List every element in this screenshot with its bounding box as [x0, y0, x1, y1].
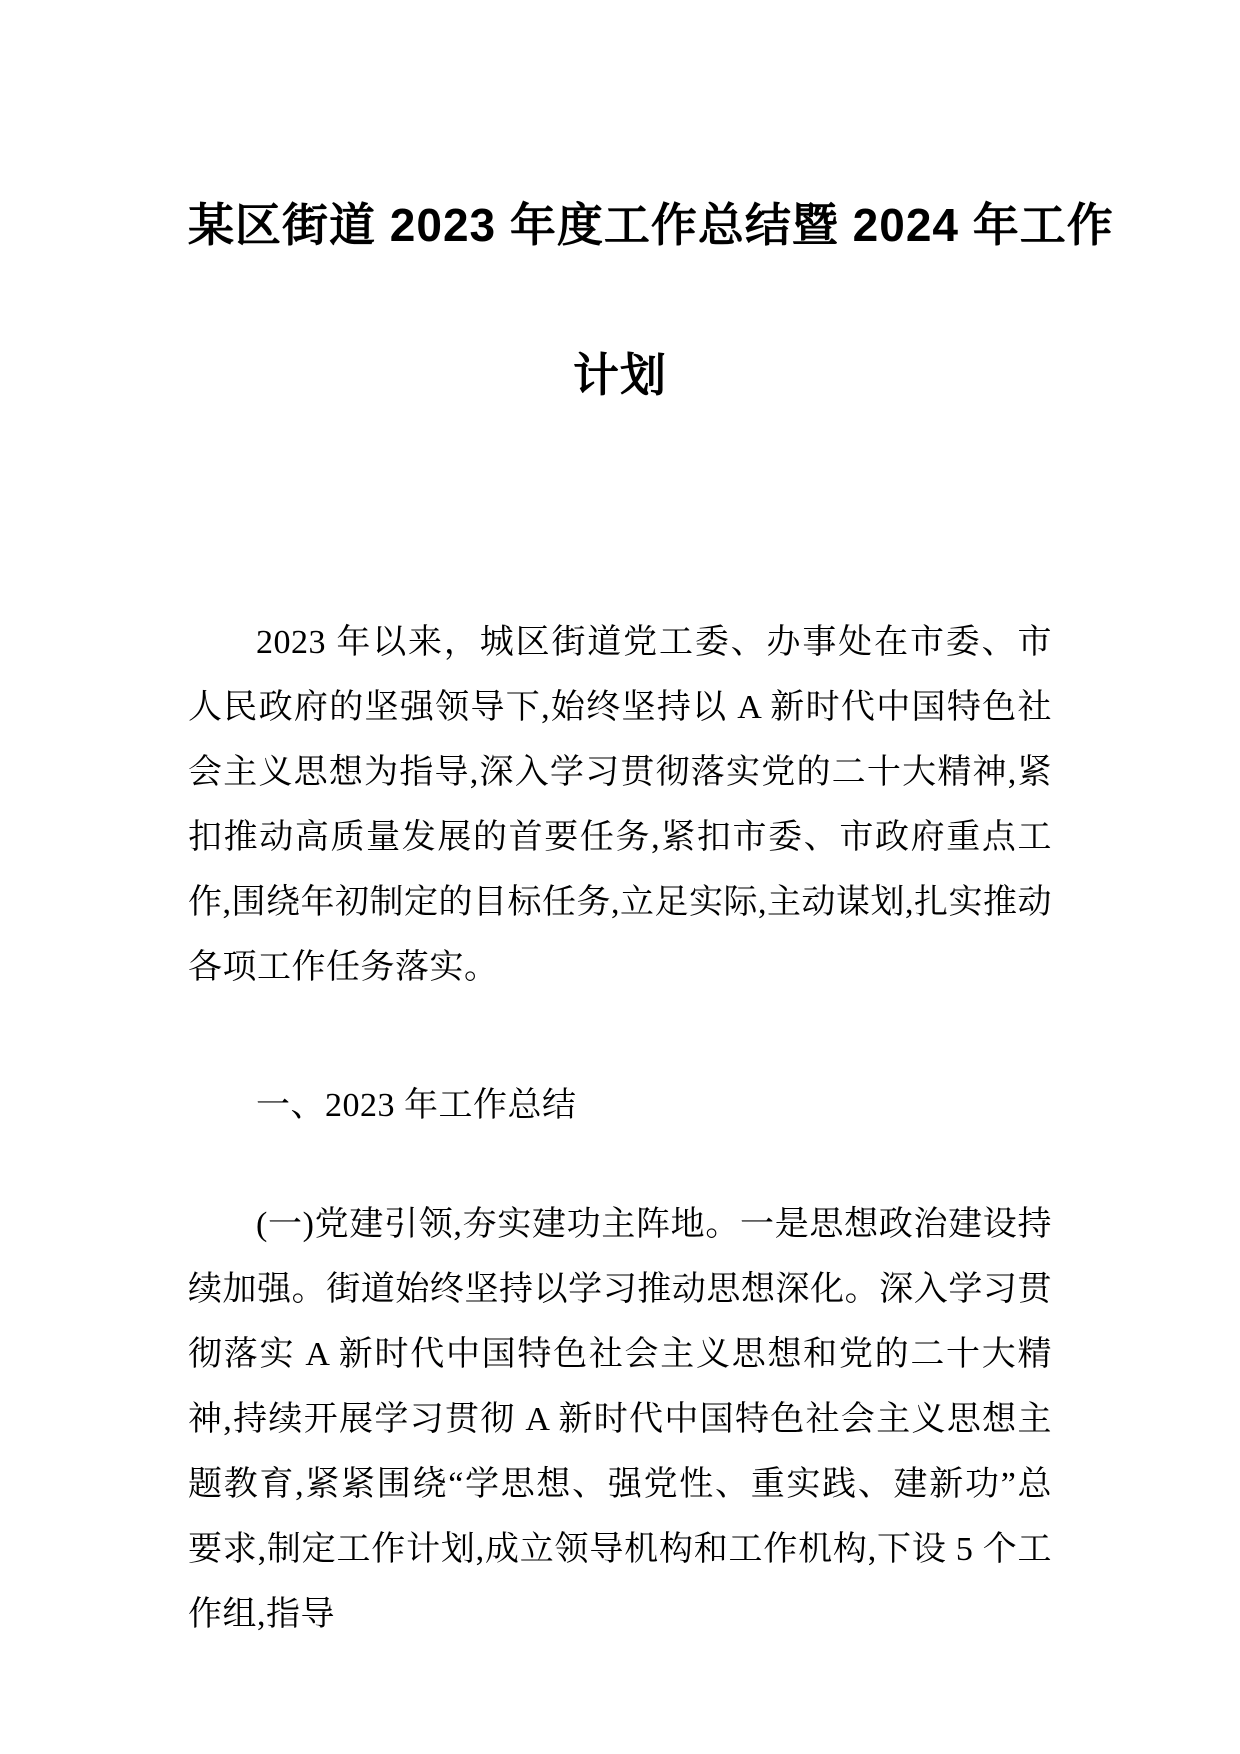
intro-paragraph: 2023 年以来，城区街道党工委、办事处在市委、市人民政府的坚强领导下,始终坚持以 A 新时代中国特色社会主义思想为指导,深入学习贯彻落实党的二十大精神,紧扣推动高质量发展的首要任务,紧扣市委、市政府重点工作,围绕年初制定的目标任务,立足实际,主动谋划,扎实推动各项工作任务落实。: [188, 624, 1052, 986]
section-1-heading: 一、2023 年工作总结: [256, 1087, 577, 1124]
document-title-line-1: 某区街道 2023 年度工作总结暨 2024 年工作: [188, 199, 1114, 251]
section-1-paragraph: (一)党建引领,夯实建功主阵地。一是思想政治建设持续加强。街道始终坚持以学习推动思想深化。深入学习贯彻落实 A 新时代中国特色社会主义思想和党的二十大精神,持续开展学习贯彻 A 新时代中国特色社会主义思想主题教育,紧紧围绕“学思想、强党性、重实践、建新功”总要求,制定工作计划,成立领导机构和工作机构,下设 5 个工作组,指导: [188, 1206, 1052, 1633]
document-title: [188, 150, 1114, 450]
document-title-line-2: 计划: [573, 349, 667, 401]
